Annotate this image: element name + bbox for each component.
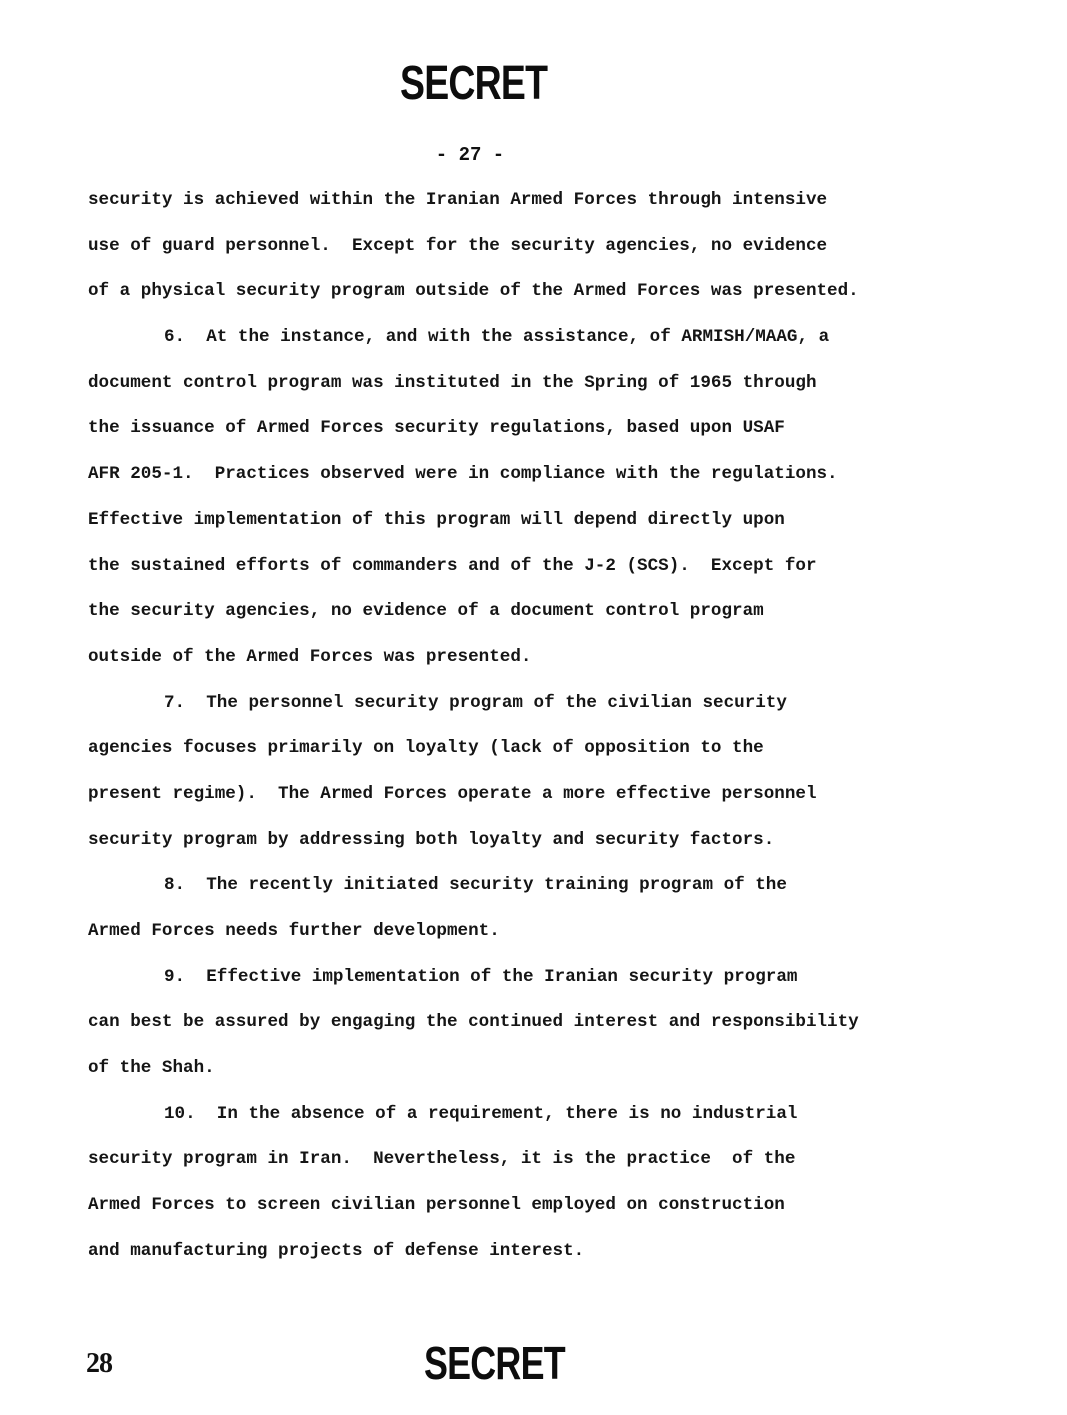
document-body [88,178,948,1275]
body-line: Armed Forces needs further development. [88,921,500,941]
paragraph-8-start: 8. The recently initiated security training program of the [164,875,787,896]
paragraph-6-start: 6. At the instance, and with the assistance, of ARMISH/MAAG, a [164,327,830,348]
page-number: - 27 - [435,144,505,166]
body-line: of a physical security program outside of the Armed Forces was presented. [88,281,859,302]
body-line: Effective implementation of this program will depend directly upon [88,509,785,530]
body-line: security program in Iran. Nevertheless, it is the practice of the [88,1149,796,1170]
paragraph-7-start: 7. The personnel security program of the civilian security [164,692,787,713]
classification-marking-bottom: SECRET [424,1337,565,1389]
paragraph-9-start: 9. Effective implementation of the Iranian security program [164,966,798,987]
body-line: and manufacturing projects of defense interest. [88,1240,585,1261]
body-line: the issuance of Armed Forces security regulations, based upon USAF [88,418,785,439]
folio-number: 28 [86,1348,112,1379]
body-line: agencies focuses primarily on loyalty (lack of opposition to the [88,738,764,759]
body-line: security program by addressing both loyalty and security factors. [88,829,775,850]
body-line: use of guard personnel. Except for the security agencies, no evidence [88,235,828,256]
classification-marking-top: SECRET [400,57,548,110]
body-line: outside of the Armed Forces was presented. [88,646,532,667]
body-line: the security agencies, no evidence of a document control program [88,601,764,622]
body-line: document control program was instituted in the Spring of 1965 through [88,372,817,393]
body-line: the sustained efforts of commanders and of the J-2 (SCS). Except for [88,555,817,576]
body-line: security is achieved within the Iranian Armed Forces through intensive [88,190,828,210]
paragraph-10-start: 10. In the absence of a requirement, there is no industrial [164,1103,798,1124]
body-line: of the Shah. [88,1058,215,1079]
body-line: can best be assured by engaging the continued interest and responsibility [88,1012,859,1033]
body-line: present regime). The Armed Forces operate a more effective personnel [88,783,817,804]
body-line: AFR 205-1. Practices observed were in compliance with the regulations. [88,464,838,485]
body-line: Armed Forces to screen civilian personnel employed on construction [88,1195,785,1216]
